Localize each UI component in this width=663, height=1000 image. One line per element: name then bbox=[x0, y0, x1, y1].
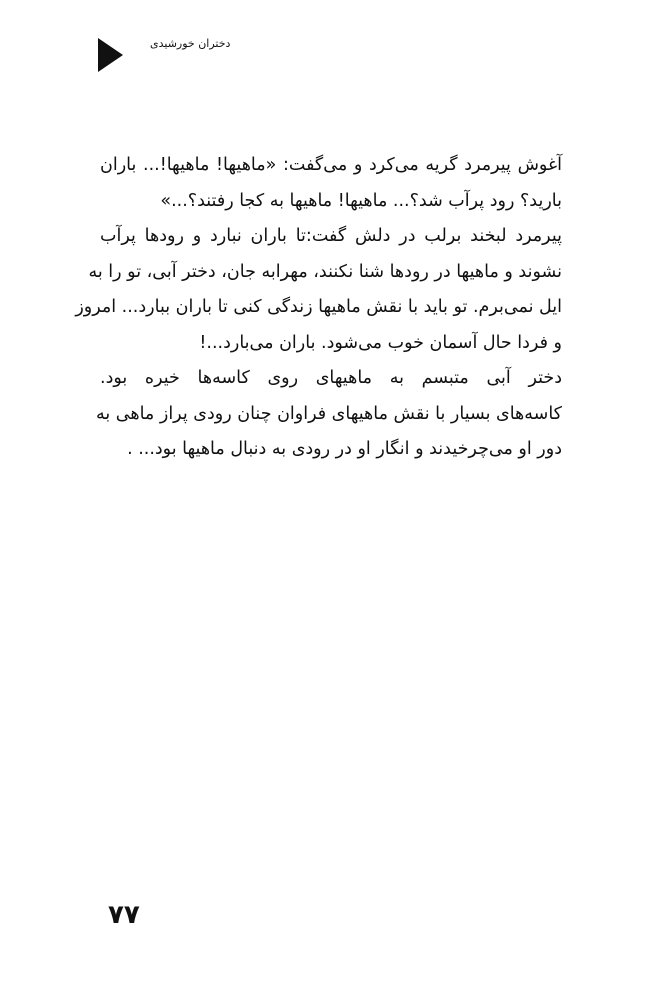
page-number: ۷۷ bbox=[108, 900, 140, 930]
paragraph bbox=[100, 148, 562, 219]
text-line: پیرمرد لبخند برلب در دلش گفت:تا باران نبارد و رودها پرآب bbox=[100, 226, 562, 246]
text-line: و فردا حال آسمان خوب می‌شود. باران می‌بارد...! bbox=[199, 332, 562, 353]
text-line: بارید؟ رود پرآب شد؟... ماهیها! ماهیها به کجا رفتند؟...» bbox=[160, 190, 562, 211]
page-header bbox=[98, 30, 565, 80]
running-title: دختران خورشیدی bbox=[150, 37, 231, 50]
paragraph bbox=[95, 361, 562, 468]
body-text bbox=[75, 148, 562, 468]
triangle-marker-icon bbox=[98, 38, 123, 72]
text-line: کاسه‌های بسیار با نقش ماهیهای فراوان چنان رودی پراز ماهی به bbox=[95, 403, 562, 424]
text-line: دختر آبی متبسم به ماهیهای روی کاسه‌ها خیره بود. bbox=[100, 368, 562, 388]
text-line: دور او می‌چرخیدند و انگار او در رودی به دنبال ماهیها بود... . bbox=[127, 439, 562, 459]
text-line: ایل نمی‌برم. تو باید با نقش ماهیها زندگی کنی تا باران ببارد... امروز bbox=[75, 297, 562, 317]
text-line: نشوند و ماهیها در رودها شنا نکنند، مهرابه جان، دختر آبی، تو را به bbox=[88, 261, 562, 282]
paragraph bbox=[75, 219, 562, 361]
text-line: آغوش پیرمرد گریه می‌کرد و می‌گفت: «ماهیها! ماهیها!... باران bbox=[100, 155, 562, 175]
